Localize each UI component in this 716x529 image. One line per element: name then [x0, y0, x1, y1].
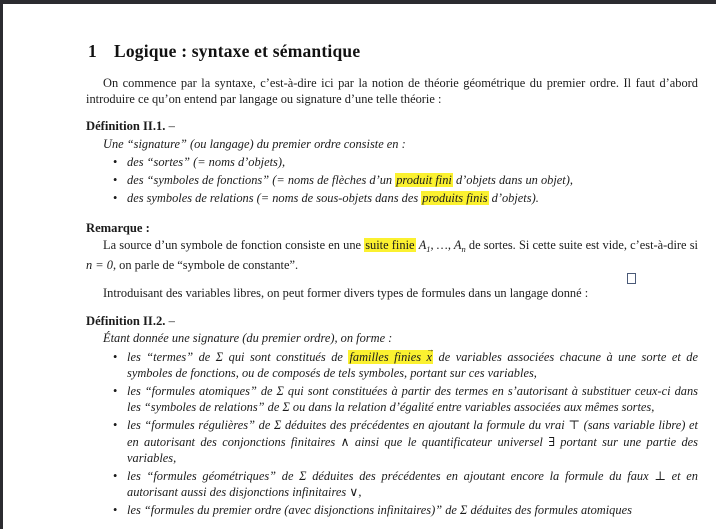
remark-heading: Remarque : — [86, 221, 150, 236]
list-item-text: des “sortes” (= noms d’objets), — [127, 154, 286, 169]
list-item-text: les “formules géométriques” de Σ déduites des précédentes en ajoutant encore la formule du faux ⊥ et en autorisant aussi des disjonctions infinitaires ∨, — [127, 469, 698, 500]
highlighted-text: suite finie — [365, 237, 415, 252]
definition-1-list — [103, 154, 698, 207]
definition-2-body — [103, 330, 698, 518]
list-item — [103, 502, 698, 518]
definition-2-heading: Définition II.2. – — [86, 314, 175, 329]
definition-1-body — [103, 136, 698, 207]
list-item — [103, 190, 698, 206]
qed-square-icon — [627, 273, 636, 284]
document-page — [86, 0, 698, 521]
list-item — [103, 154, 698, 170]
definition-1-heading: Définition II.1. – — [86, 119, 175, 134]
list-item — [103, 383, 698, 415]
list-item-text: les “formules du premier ordre (avec disjonctions infinitaires)” de Σ déduites des formules atomiques — [127, 503, 632, 518]
intro-paragraph: On commence par la syntaxe, c’est-à-dire ici par la notion de théorie géométrique du premier ordre. Il faut d’abord introduire ce qu’on entend par langage ou signature d’une telle théorie : — [86, 76, 698, 107]
list-item — [103, 468, 698, 500]
list-item-text: les “formules régulières” de Σ déduites des précédentes en ajoutant la formule du vrai ⊤ (sans variable libre) et en autorisant des conjonctions finitaires ∧ ainsi que le quantificateur universel ∃ portant sur une partie des variables, — [127, 418, 698, 465]
list-item-text: d’objets). — [488, 191, 539, 206]
list-item — [103, 349, 698, 381]
highlighted-text: familles finies x → — [348, 350, 433, 364]
highlighted-text: produits finis — [422, 191, 488, 206]
highlighted-text: produit fini — [396, 173, 452, 188]
vector-x-symbol: x → — [427, 350, 433, 364]
definition-2-lead: Étant donnée une signature (du premier ordre), on forme : — [103, 331, 393, 346]
remark-paragraph: La source d’un symbole de fonction consiste en une suite finie $A_1$, …, $A_n$ de sortes. Si cette suite est vide, c’est-à-dire si n = 0, on parle de “symbole de constante”. — [86, 237, 698, 272]
definition-1-lead: Une “signature” (ou langage) du premier ordre consiste en : — [103, 136, 406, 151]
list-item-text: d’objets dans un objet), — [452, 173, 573, 188]
math-sequence: A — [418, 237, 427, 252]
section-title: Logique : syntaxe et sémantique — [113, 41, 361, 61]
definition-1-dash: – — [168, 119, 175, 134]
list-item-text: les “formules atomiques” de Σ qui sont constituées à partir des termes en s’autorisant à substituer ceux-ci dans les “symboles de relations” de Σ ou dans la relation d’égalité entre variables associées aux mêmes sortes, — [127, 384, 698, 415]
definition-2-list — [103, 349, 698, 519]
list-item — [103, 417, 698, 466]
section-heading — [88, 41, 698, 62]
list-item-text: des “symboles de fonctions” (= noms de flèches d’un — [127, 173, 396, 188]
list-item — [103, 172, 698, 188]
list-item-text: les “termes” de Σ qui sont constitués de — [127, 349, 349, 364]
section-number: 1 — [88, 41, 97, 61]
transition-paragraph: Introduisant des variables libres, on peut former divers types de formules dans un langage donné : — [103, 286, 589, 301]
list-item-text: des symboles de relations (= noms de sous-objets dans des — [127, 191, 422, 206]
list-item-text: de variables associées chacune à une sorte et de symboles de fonctions, ou de composés de tels symboles, portant sur ces variables, — [127, 349, 698, 380]
definition-2-dash: – — [168, 314, 175, 329]
end-of-remark-row — [86, 271, 698, 285]
math-n-equals-zero: n = 0 — [86, 257, 113, 272]
window-edge-left — [0, 0, 3, 529]
